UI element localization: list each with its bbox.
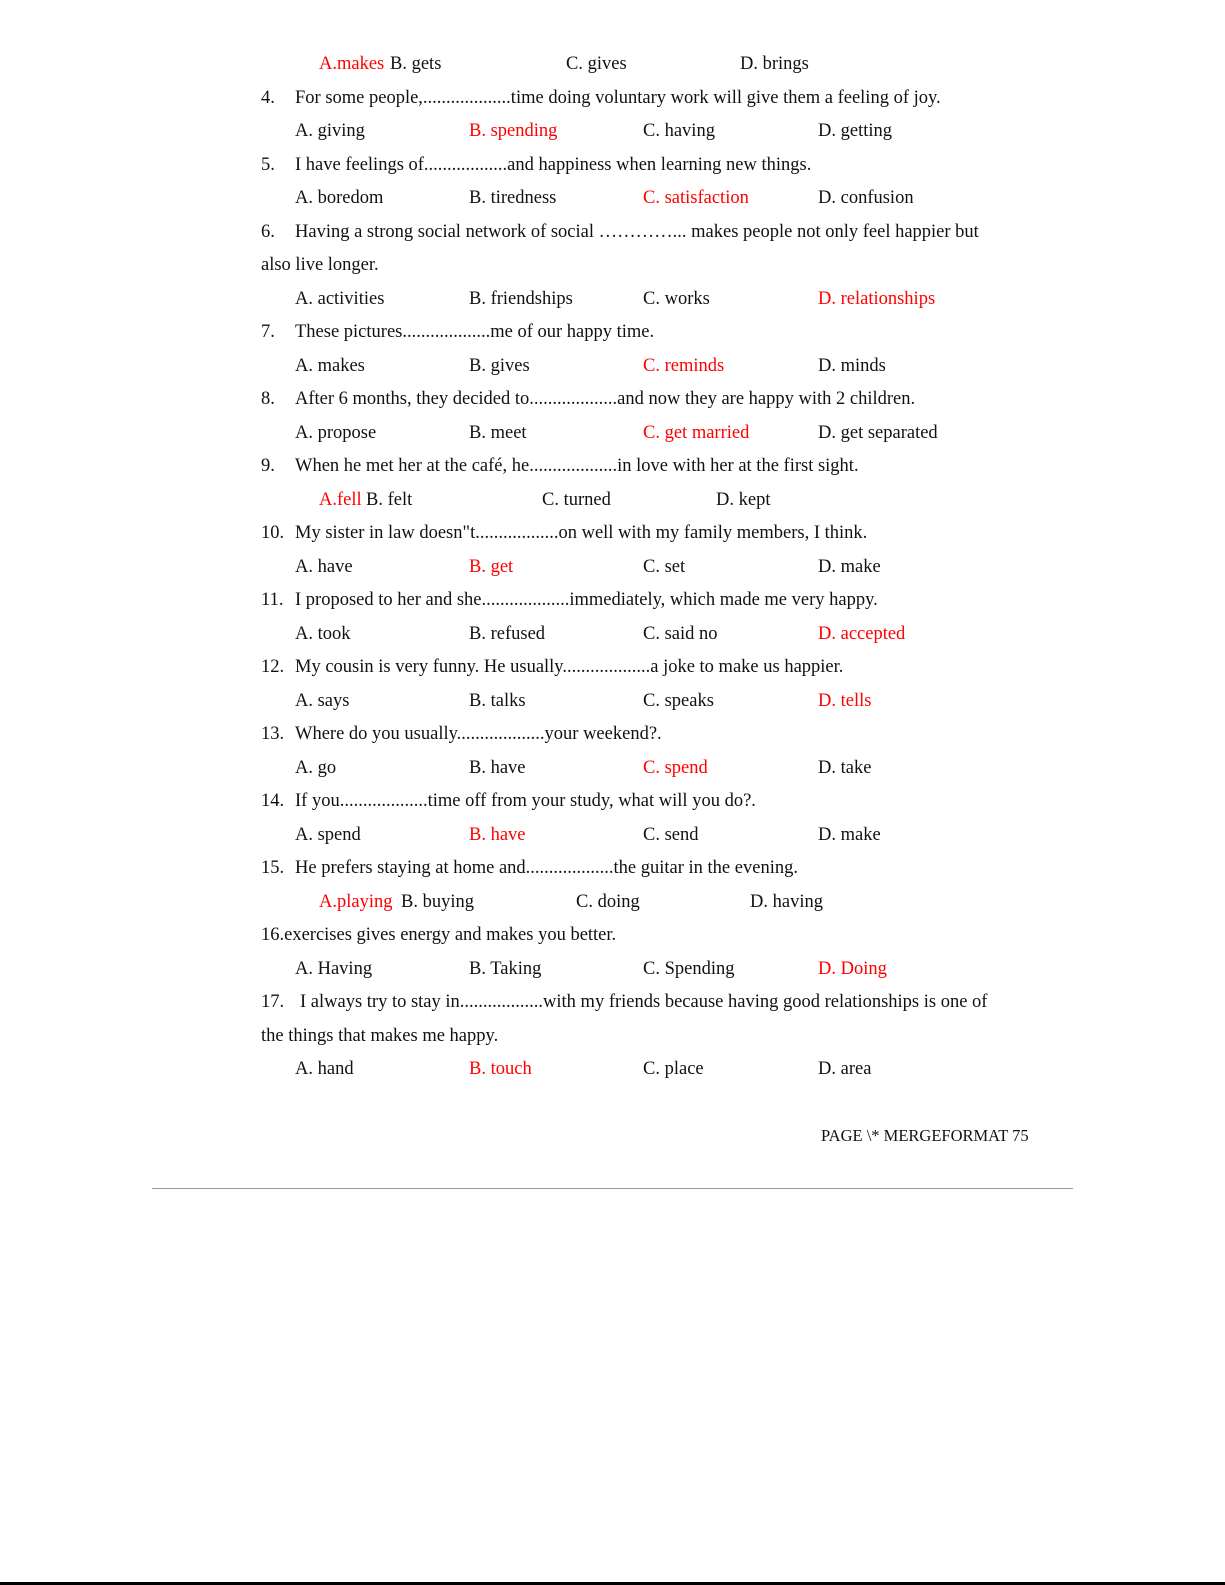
question-number: 6. — [261, 221, 275, 242]
answer-option: A. giving — [295, 121, 365, 141]
answer-option: A. Having — [295, 958, 373, 979]
page-footer: PAGE \* MERGEFORMAT 75 — [821, 1126, 1029, 1145]
answer-option: C. gives — [566, 54, 627, 74]
answer-option: D. getting — [818, 121, 892, 141]
question-number: 14. — [261, 791, 285, 811]
options-row — [0, 684, 1225, 718]
question-row — [0, 583, 1225, 617]
continuation-text: 16.exercises gives energy and makes you better. — [261, 925, 617, 945]
answer-option-correct: C. reminds — [643, 355, 725, 376]
answer-option: C. works — [643, 288, 710, 309]
answer-option-correct: D. tells — [818, 690, 872, 711]
answer-option: A. propose — [295, 422, 377, 443]
answer-option: C. doing — [576, 891, 640, 912]
answer-option-correct: C. spend — [643, 757, 708, 778]
options-row — [0, 114, 1225, 148]
answer-option-correct: D. relationships — [818, 288, 936, 309]
answer-option: B. refused — [469, 623, 546, 644]
answer-option-correct: A.fell — [319, 489, 362, 510]
answer-option: C. said no — [643, 623, 718, 644]
options-row — [0, 818, 1225, 852]
question-row — [0, 851, 1225, 885]
answer-option: D. make — [818, 824, 881, 845]
question-text: When he met her at the café, he...................in love with her at the first sight. — [295, 456, 859, 476]
question-text: Having a strong social network of social …………... makes people not only feel happier but — [295, 221, 979, 242]
answer-option: B. tiredness — [469, 188, 557, 208]
question-row — [0, 382, 1225, 416]
answer-option: A. have — [295, 556, 353, 577]
answer-option-correct: C. get married — [643, 422, 750, 443]
options-row — [0, 952, 1225, 986]
answer-option: D. area — [818, 1059, 872, 1079]
answer-option: A. go — [295, 757, 337, 778]
answer-option: C. send — [643, 824, 699, 845]
answer-option: D. get separated — [818, 422, 938, 443]
question-continuation — [0, 918, 1225, 952]
question-text: For some people,...................time doing voluntary work will give them a feeling of joy. — [295, 87, 941, 108]
answer-option: D. make — [818, 556, 881, 577]
question-number: 13. — [261, 724, 285, 744]
question-text: I proposed to her and she...................immediately, which made me very happy. — [295, 590, 878, 610]
options-row — [0, 47, 1225, 81]
question-row — [0, 985, 1225, 1019]
question-text: After 6 months, they decided to...................and now they are happy with 2 children. — [295, 389, 916, 409]
question-row — [0, 315, 1225, 349]
options-row — [0, 282, 1225, 316]
question-text: I have feelings of..................and happiness when learning new things. — [295, 154, 812, 175]
answer-option-correct: B. touch — [469, 1059, 532, 1079]
options-row — [0, 751, 1225, 785]
answer-option: A. spend — [295, 824, 361, 845]
answer-option: A. took — [295, 623, 351, 644]
answer-option: B. gives — [469, 355, 530, 376]
question-row — [0, 148, 1225, 182]
answer-option: B. meet — [469, 422, 527, 443]
question-number: 7. — [261, 322, 275, 342]
options-row — [0, 416, 1225, 450]
answer-option: B. talks — [469, 690, 526, 711]
options-row — [0, 550, 1225, 584]
question-text: My sister in law doesn"t..................on well with my family members, I think. — [295, 523, 868, 543]
question-text: I always try to stay in..................with my friends because having good relationships is one of — [300, 992, 988, 1012]
question-text: My cousin is very funny. He usually...................a joke to make us happier. — [295, 657, 844, 677]
answer-option: B. gets — [390, 54, 442, 74]
answer-option: B. Taking — [469, 958, 542, 979]
answer-option-correct: D. Doing — [818, 958, 887, 979]
question-number: 11. — [261, 590, 284, 610]
answer-option-correct: B. have — [469, 824, 526, 845]
question-text: He prefers staying at home and...................the guitar in the evening. — [295, 858, 798, 878]
question-number: 8. — [261, 389, 275, 409]
answer-option: B. buying — [401, 891, 474, 912]
answer-option: D. minds — [818, 355, 886, 376]
answer-option: C. Spending — [643, 958, 735, 979]
question-number: 9. — [261, 456, 275, 476]
question-number: 15. — [261, 858, 285, 878]
question-number: 4. — [261, 87, 275, 108]
question-number: 5. — [261, 154, 275, 175]
answer-option: C. speaks — [643, 690, 714, 711]
answer-option: A. boredom — [295, 188, 384, 208]
answer-option: D. take — [818, 757, 872, 778]
answer-option: C. place — [643, 1059, 704, 1079]
options-row — [0, 349, 1225, 383]
options-row — [0, 617, 1225, 651]
question-number: 12. — [261, 657, 285, 677]
answer-option-correct: D. accepted — [818, 623, 906, 644]
question-text: If you...................time off from your study, what will you do?. — [295, 791, 756, 811]
answer-option: D. brings — [740, 54, 809, 74]
answer-option: D. kept — [716, 489, 771, 510]
question-number: 17. — [261, 992, 285, 1012]
answer-option-correct: A.playing — [319, 891, 393, 912]
answer-option: A. hand — [295, 1059, 354, 1079]
question-text: Where do you usually...................your weekend?. — [295, 724, 662, 744]
answer-option: D. having — [750, 891, 823, 912]
question-row — [0, 717, 1225, 751]
question-row — [0, 449, 1225, 483]
question-row — [0, 784, 1225, 818]
question-row — [0, 215, 1225, 249]
question-continuation — [0, 248, 1225, 282]
question-continuation — [0, 1019, 1225, 1053]
answer-option: D. confusion — [818, 188, 914, 208]
page-divider — [152, 1188, 1073, 1189]
options-row — [0, 181, 1225, 215]
answer-option: B. have — [469, 757, 526, 778]
answer-option-correct: B. get — [469, 556, 514, 577]
answer-option: A. says — [295, 690, 350, 711]
answer-option: C. set — [643, 556, 686, 577]
question-number: 10. — [261, 523, 285, 543]
answer-option-correct: A.makes — [319, 54, 385, 74]
question-text: These pictures...................me of our happy time. — [295, 322, 655, 342]
options-row — [0, 885, 1225, 919]
answer-option: C. having — [643, 121, 715, 141]
answer-option: B. felt — [366, 489, 413, 510]
answer-option: B. friendships — [469, 288, 573, 309]
continuation-text: also live longer. — [261, 255, 379, 275]
question-row — [0, 516, 1225, 550]
question-row — [0, 650, 1225, 684]
answer-option-correct: C. satisfaction — [643, 188, 749, 208]
options-row — [0, 483, 1225, 517]
answer-option: A. activities — [295, 288, 385, 309]
answer-option-correct: B. spending — [469, 121, 558, 141]
answer-option: A. makes — [295, 355, 365, 376]
question-row — [0, 81, 1225, 115]
answer-option: C. turned — [542, 489, 611, 510]
continuation-text: the things that makes me happy. — [261, 1025, 499, 1046]
options-row — [0, 1052, 1225, 1086]
